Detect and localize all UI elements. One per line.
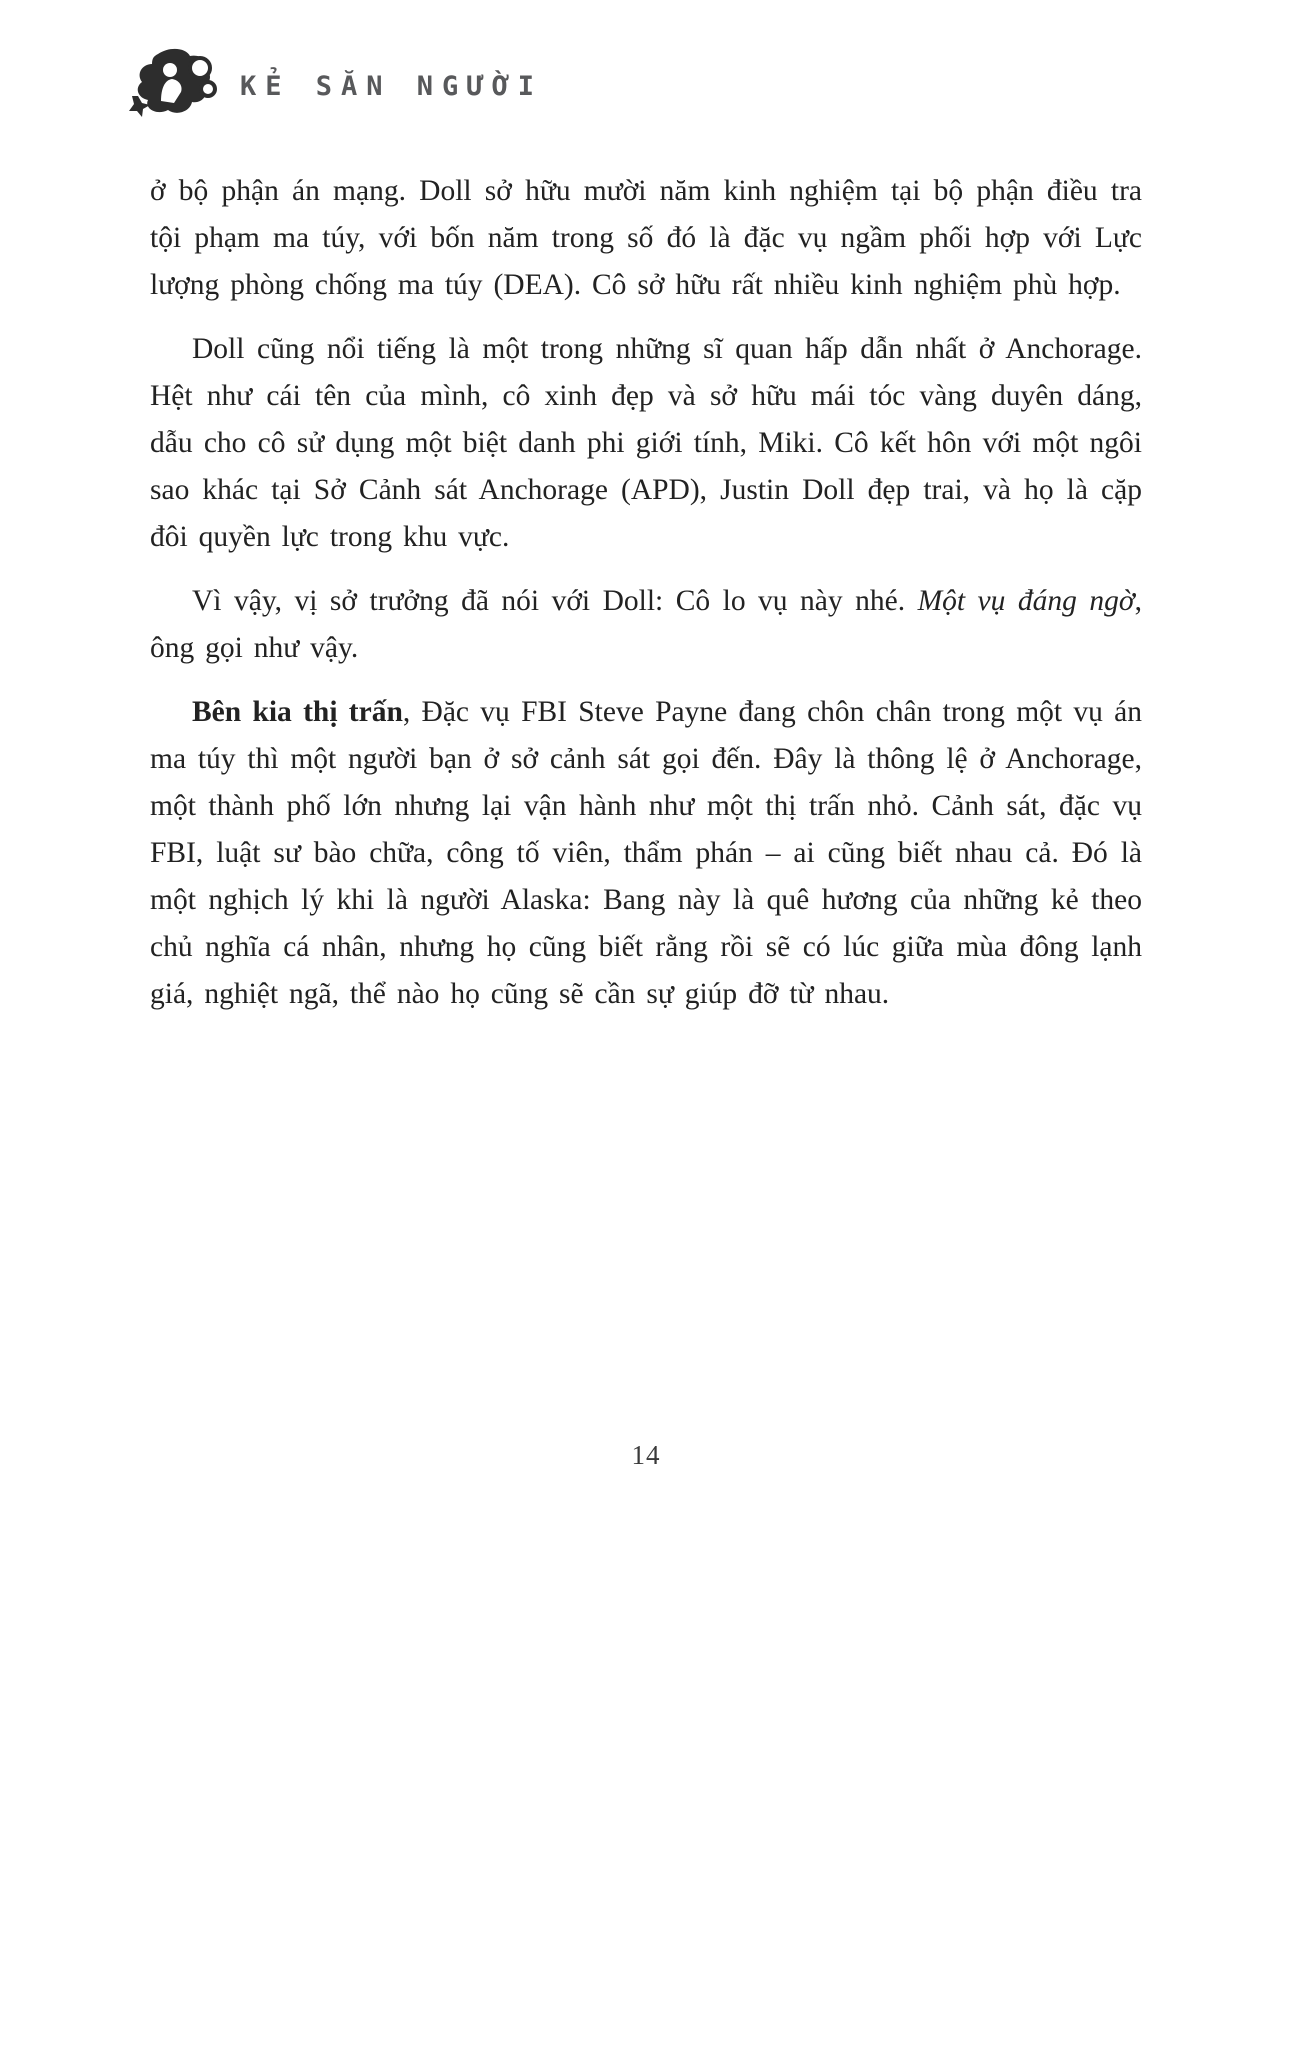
paragraph-2 [150,326,1142,561]
page-header [128,46,543,122]
paragraph-3-text-pre: Vì vậy, vị sở trưởng đã nói với Doll: Cô lo vụ này nhé. [192,585,918,617]
paragraph-4-text: , Đặc vụ FBI Steve Payne đang chôn chân trong một vụ án ma túy thì một người bạn ở sở cảnh sát gọi đến. Đây là thông lệ ở Anchorage, một thành phố lớn nhưng lại vận hành như một thị trấn nhỏ. Cảnh sát, đặc vụ FBI, luật sư bào chữa, công tố viên, thẩm phán – ai cũng biết nhau cả. Đó là một nghịch lý khi là người Alaska: Bang này là quê hương của những kẻ theo chủ nghĩa cá nhân, nhưng họ cũng biết rằng rồi sẽ có lúc giữa mùa đông lạnh giá, nghiệt ngã, thể nào họ cũng sẽ cần sự giúp đỡ từ nhau. [150,696,1143,1010]
paragraph-3-text-post: , ông gọi như vậy. [150,585,1142,664]
book-title: KẺ SĂN NGƯỜI [240,70,544,102]
paragraph-1-text: ở bộ phận án mạng. Doll sở hữu mười năm kinh nghiệm tại bộ phận điều tra tội phạm ma túy, với bốn năm trong số đó là đặc vụ ngầm phối hợp với Lực lượng phòng chống ma túy (DEA). Cô sở hữu rất nhiều kinh nghiệm phù hợp. [150,175,1142,301]
paragraph-3-italic-phrase: Một vụ đáng ngờ [917,585,1135,617]
paragraph-4-bold-phrase: Bên kia thị trấn [192,696,403,728]
page-footer [150,1440,1142,1471]
page-text [150,168,1142,1035]
paragraph-2-text: Doll cũng nổi tiếng là một trong những sĩ quan hấp dẫn nhất ở Anchorage. Hệt như cái tên của mình, cô xinh đẹp và sở hữu mái tóc vàng duyên dáng, dẫu cho cô sử dụng một biệt danh phi giới tính, Miki. Cô kết hôn với một ngôi sao khác tại Sở Cảnh sát Anchorage (APD), Justin Doll đẹp trai, và họ là cặp đôi quyền lực trong khu vực. [150,333,1142,553]
paragraph-4 [150,689,1142,1018]
paragraph-1 [150,168,1142,309]
hunter-logo-icon [128,46,224,122]
page-number: 14 [631,1440,661,1470]
paragraph-3 [150,578,1142,672]
